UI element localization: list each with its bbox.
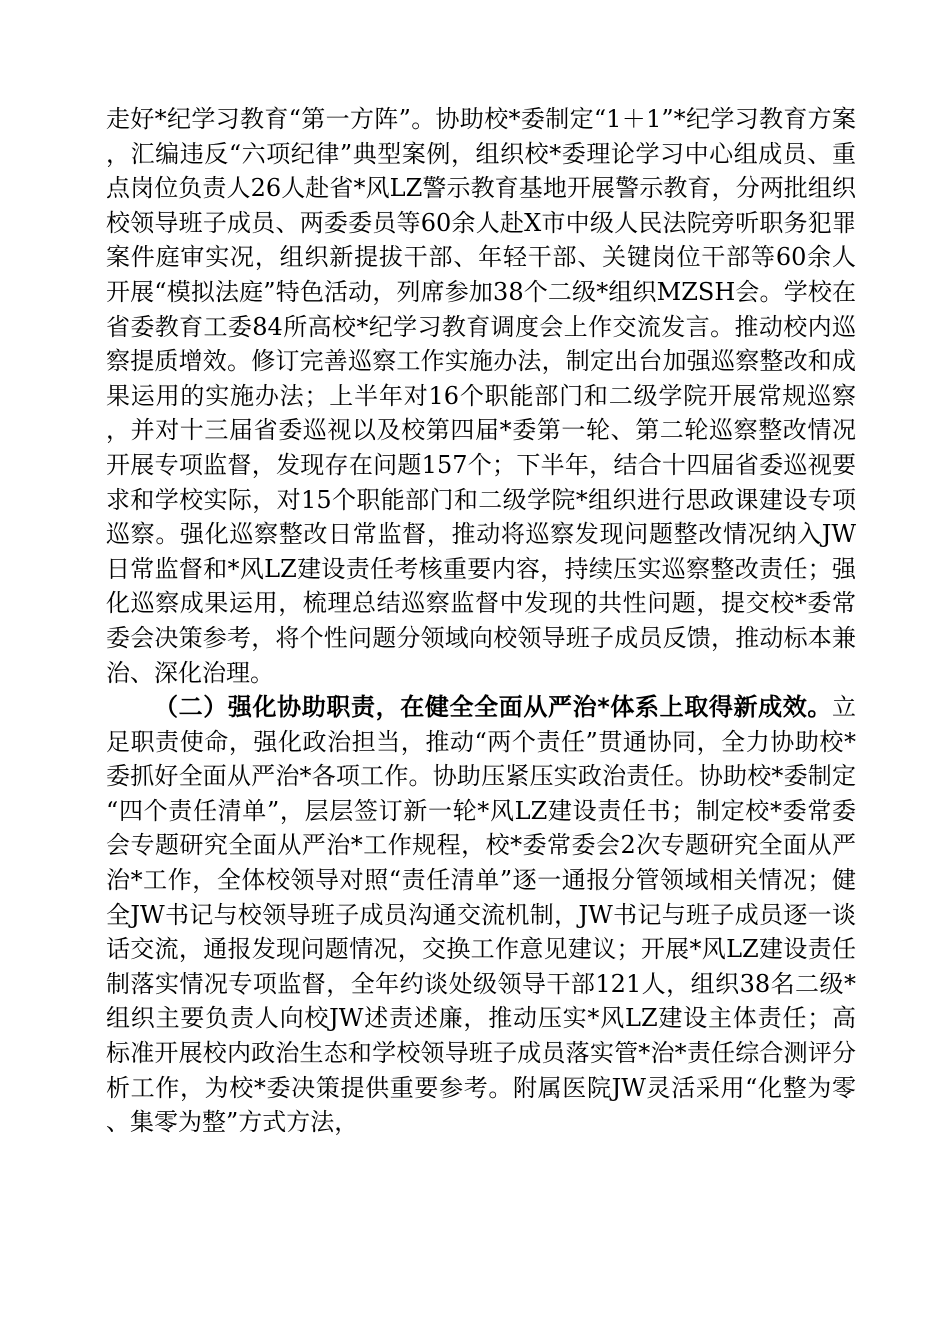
- document-body: [106, 102, 856, 1140]
- paragraph-section-two: [106, 690, 856, 1140]
- section-heading: （二）强化协助职责，在健全全面从严治*体系上取得新成效。: [154, 693, 832, 722]
- section-body: 立足职责使命，强化政治担当，推动“两个责任”贯通协同，全力协助校*委抓好全面从严治*各项工作。协助压紧压实政治责任。协助校*委制定“四个责任清单”，层层签订新一轮*风LZ建设责任书；制定校*委常委会专题研究全面从严治*工作规程，校*委常委会2次专题研究全面从严治*工作，全体校领导对照“责任清单”逐一通报分管领域相关情况；健全JW书记与校领导班子成员沟通交流机制，JW书记与班子成员逐一谈话交流，通报发现问题情况，交换工作意见建议；开展*风LZ建设责任制落实情况专项监督，全年约谈处级领导干部121人，组织38名二级*组织主要负责人向校JW述责述廉，推动压实*风LZ建设主体责任；高标准开展校内政治生态和学校领导班子成员落实管*治*责任综合测评分析工作，为校*委决策提供重要参考。附属医院JW灵活采用“化整为零、集零为整”方式方法，: [106, 693, 856, 1137]
- paragraph-continuation: 走好*纪学习教育“第一方阵”。协助校*委制定“1＋1”*纪学习教育方案，汇编违反“六项纪律”典型案例，组织校*委理论学习中心组成员、重点岗位负责人26人赴省*风LZ警示教育基地开展警示教育，分两批组织校领导班子成员、两委委员等60余人赴X市中级人民法院旁听职务犯罪案件庭审实况，组织新提拔干部、年轻干部、关键岗位干部等60余人开展“模拟法庭”特色活动，列席参加38个二级*组织MZSH会。学校在省委教育工委84所高校*纪学习教育调度会上作交流发言。推动校内巡察提质增效。修订完善巡察工作实施办法，制定出台加强巡察整改和成果运用的实施办法；上半年对16个职能部门和二级学院开展常规巡察，并对十三届省委巡视以及校第四届*委第一轮、第二轮巡察整改情况开展专项监督，发现存在问题157个；下半年，结合十四届省委巡视要求和学校实际，对15个职能部门和二级学院*组织进行思政课建设专项巡察。强化巡察整改日常监督，推动将巡察发现问题整改情况纳入JW日常监督和*风LZ建设责任考核重要内容，持续压实巡察整改责任；强化巡察成果运用，梳理总结巡察监督中发现的共性问题，提交校*委常委会决策参考，将个性问题分领域向校领导班子成员反馈，推动标本兼治、深化治理。: [106, 105, 856, 687]
